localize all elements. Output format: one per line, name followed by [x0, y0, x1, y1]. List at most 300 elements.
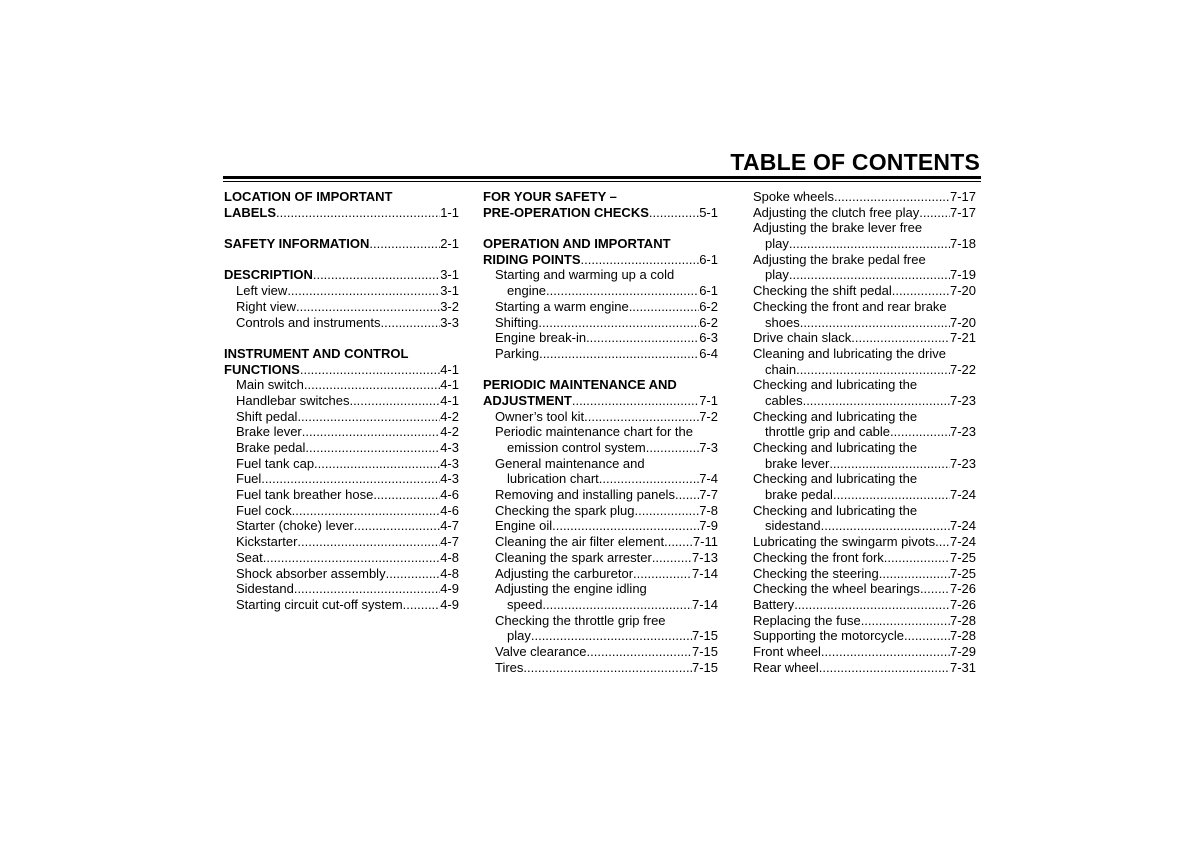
- dot-leader: [794, 597, 950, 613]
- toc-entry-title: Checking and lubricating the: [753, 471, 918, 487]
- page-title: TABLE OF CONTENTS: [730, 149, 980, 175]
- toc-page-number: 4-1: [440, 361, 459, 377]
- section-gap: [224, 252, 459, 268]
- toc-entry[interactable]: [753, 534, 976, 550]
- toc-entry-title: emission control system: [507, 440, 646, 455]
- toc-entry-title: Starting and warming up a cold: [495, 267, 675, 283]
- toc-page-number: 7-1: [699, 392, 718, 408]
- toc-page-number: 4-1: [440, 377, 459, 393]
- toc-page-number: 7-28: [949, 628, 976, 644]
- toc-entry[interactable]: [483, 330, 718, 346]
- toc-entry[interactable]: [753, 362, 976, 378]
- dot-leader: [581, 252, 700, 268]
- toc-section-heading[interactable]: [224, 236, 459, 252]
- dot-leader: [890, 424, 950, 440]
- toc-entry-title: Adjusting the engine idling: [495, 581, 647, 597]
- toc-entry-title: Fuel tank breather hose: [236, 487, 374, 503]
- toc-entry[interactable]: [483, 534, 718, 550]
- dot-leader: [539, 346, 699, 362]
- toc-page-number: 2-1: [440, 236, 459, 252]
- toc-entry-title: Replacing the fuse: [753, 612, 861, 628]
- toc-entry[interactable]: [753, 660, 976, 676]
- toc-entry-title: Fuel cock: [236, 502, 292, 518]
- toc-entry[interactable]: [483, 518, 718, 534]
- dot-leader: [851, 330, 950, 346]
- dot-leader: [646, 440, 699, 456]
- toc-page-number: 3-2: [440, 298, 459, 314]
- toc-section-heading[interactable]: [483, 393, 718, 409]
- toc-entry[interactable]: [753, 581, 976, 597]
- dot-leader: [634, 503, 699, 519]
- dot-leader: [373, 487, 440, 503]
- toc-entry-title: Shifting: [495, 314, 539, 330]
- dot-leader: [821, 518, 950, 534]
- toc-entry[interactable]: [224, 581, 459, 597]
- toc-entry[interactable]: [753, 487, 976, 503]
- dot-leader: [879, 566, 950, 582]
- toc-page-number: 7-15: [691, 628, 718, 644]
- toc-entry[interactable]: [483, 346, 718, 362]
- toc-entry-title: Right view: [236, 298, 296, 314]
- toc-entry[interactable]: [483, 487, 718, 503]
- toc-entry-title: Shock absorber assembly: [236, 565, 386, 581]
- toc-entry-title: Rear wheel: [753, 659, 819, 675]
- toc-column-1: [224, 189, 459, 613]
- toc-entry-title: Cleaning the spark arrester: [495, 549, 652, 565]
- toc-entry-title: Cleaning the air filter element: [495, 534, 665, 550]
- dot-leader: [800, 315, 950, 331]
- toc-page-number: 3-3: [440, 314, 459, 330]
- toc-page-number: 7-26: [949, 596, 976, 612]
- toc-entry-title: Handlebar switches: [236, 392, 350, 408]
- dot-leader: [314, 456, 440, 472]
- dot-leader: [572, 393, 699, 409]
- toc-entry-title: Checking and lubricating the: [753, 377, 918, 393]
- toc-page-number: 7-23: [949, 392, 976, 408]
- toc-entry: [753, 377, 976, 393]
- toc-entry-title: Adjusting the brake pedal free: [753, 251, 926, 267]
- toc-entry: [483, 613, 718, 629]
- toc-page-number: 7-15: [691, 659, 718, 675]
- toc-entry-title: Controls and instruments: [236, 314, 381, 330]
- dot-leader: [664, 534, 693, 550]
- dot-leader: [629, 299, 700, 315]
- dot-leader: [297, 409, 440, 425]
- toc-entry-title: FOR YOUR SAFETY –: [483, 189, 617, 204]
- toc-entry-title: Drive chain slack: [753, 330, 852, 346]
- dot-leader: [796, 362, 950, 378]
- toc-page-number: 4-2: [440, 424, 459, 440]
- toc-page-number: 7-14: [691, 565, 718, 581]
- toc-entry: [753, 346, 976, 362]
- toc-page-number: 6-1: [699, 251, 718, 267]
- dot-leader: [304, 377, 440, 393]
- title-rule-thick: [223, 176, 981, 179]
- toc-entry[interactable]: [753, 315, 976, 331]
- toc-entry-title: Checking the steering: [753, 565, 879, 581]
- toc-page-number: 4-3: [440, 440, 459, 455]
- toc-entry[interactable]: [483, 597, 718, 613]
- toc-entry-title: throttle grip and cable: [765, 424, 891, 440]
- toc-entry[interactable]: [753, 518, 976, 534]
- toc-entry[interactable]: [753, 550, 976, 566]
- dot-leader: [381, 315, 441, 331]
- toc-entry-title: Starter (choke) lever: [236, 518, 354, 534]
- toc-entry-title: Fuel: [236, 471, 262, 487]
- toc-entry[interactable]: [224, 299, 459, 315]
- dot-leader: [884, 550, 950, 566]
- toc-entry-title: SAFETY INFORMATION: [224, 236, 370, 252]
- toc-page-number: 7-19: [949, 267, 976, 283]
- toc-entry[interactable]: [753, 644, 976, 660]
- toc-entry-title: Checking the wheel bearings: [753, 581, 920, 597]
- toc-entry[interactable]: [224, 597, 459, 613]
- toc-entry-title: Shift pedal: [236, 408, 298, 424]
- toc-entry-title: Seat: [236, 549, 263, 565]
- toc-entry[interactable]: [224, 424, 459, 440]
- toc-entry[interactable]: [224, 471, 459, 487]
- toc-entry[interactable]: [224, 487, 459, 503]
- dot-leader: [523, 660, 692, 676]
- toc-entry[interactable]: [753, 236, 976, 252]
- toc-page-number: 6-2: [699, 298, 718, 314]
- dot-leader: [294, 581, 440, 597]
- toc-entry-title: ADJUSTMENT: [483, 392, 572, 408]
- toc-entry: [483, 267, 718, 283]
- toc-entry-title: speed: [507, 596, 543, 612]
- toc-entry[interactable]: [224, 566, 459, 582]
- dot-leader: [919, 205, 950, 221]
- toc-entry[interactable]: [753, 628, 976, 644]
- section-gap: [224, 330, 459, 346]
- toc-page-number: 4-7: [440, 518, 459, 534]
- toc-section-heading[interactable]: [224, 205, 459, 221]
- toc-entry[interactable]: [753, 189, 976, 205]
- dot-leader: [904, 628, 950, 644]
- toc-entry-title: Brake pedal: [236, 440, 306, 455]
- toc-page-number: 4-2: [440, 408, 459, 424]
- dot-leader: [935, 534, 950, 550]
- toc-entry-title: Battery: [753, 596, 795, 612]
- toc-entry[interactable]: [224, 550, 459, 566]
- toc-entry-title: play: [765, 267, 789, 283]
- dot-leader: [829, 456, 950, 472]
- toc-entry[interactable]: [224, 315, 459, 331]
- toc-entry-title: sidestand: [765, 518, 821, 534]
- toc-entry-title: Engine break-in: [495, 330, 587, 346]
- dot-leader: [833, 487, 950, 503]
- toc-entry[interactable]: [483, 440, 718, 456]
- dot-leader: [287, 283, 440, 299]
- toc-entry-title: Brake lever: [236, 424, 302, 440]
- toc-entry-title: Checking the front fork: [753, 549, 884, 565]
- toc-page-number: 4-9: [440, 596, 459, 612]
- toc-section-heading[interactable]: [483, 205, 718, 221]
- toc-entry-title: Cleaning and lubricating the drive: [753, 345, 946, 361]
- dot-leader: [821, 644, 950, 660]
- dot-leader: [552, 518, 699, 534]
- toc-entry-title: Main switch: [236, 377, 304, 393]
- toc-entry-title: Owner’s tool kit: [495, 408, 585, 424]
- dot-leader: [652, 550, 692, 566]
- toc-entry-title: Parking: [495, 345, 540, 361]
- toc-page-number: 7-31: [949, 659, 976, 675]
- toc-entry[interactable]: [483, 550, 718, 566]
- toc-entry-title: brake pedal: [765, 487, 833, 503]
- toc-page-number: 7-21: [949, 330, 976, 346]
- dot-leader: [297, 534, 440, 550]
- toc-page-number: 7-24: [949, 487, 976, 503]
- toc-page-number: 7-28: [949, 612, 976, 628]
- toc-entry-title: Checking the spark plug: [495, 502, 635, 518]
- toc-entry: [753, 440, 976, 456]
- toc-page-number: 4-6: [440, 502, 459, 518]
- toc-entry[interactable]: [483, 660, 718, 676]
- toc-page-number: 7-29: [949, 643, 976, 659]
- toc-page-number: 7-11: [692, 534, 718, 550]
- toc-entry-title: Supporting the motorcycle: [753, 628, 905, 644]
- section-gap: [483, 220, 718, 236]
- toc-entry-title: engine: [507, 283, 547, 299]
- dot-leader: [920, 581, 950, 597]
- toc-entry-title: General maintenance and: [495, 455, 645, 471]
- toc-entry-title: Lubricating the swingarm pivots: [753, 534, 936, 550]
- toc-page-number: 7-22: [949, 361, 976, 377]
- dot-leader: [789, 236, 950, 252]
- toc-entry-title: Checking and lubricating the: [753, 408, 918, 424]
- toc-entry-title: Adjusting the carburetor: [495, 565, 634, 581]
- toc-entry-title: Sidestand: [236, 581, 294, 597]
- dot-leader: [584, 409, 699, 425]
- toc-entry[interactable]: [753, 566, 976, 582]
- dot-leader: [296, 299, 440, 315]
- dot-leader: [649, 205, 699, 221]
- toc-page-number: 7-18: [949, 236, 976, 252]
- toc-page-number: 7-17: [949, 204, 976, 220]
- toc-page-number: 7-2: [699, 408, 718, 424]
- toc-page-number: 6-1: [699, 283, 718, 299]
- toc-entry-title: Starting circuit cut-off system: [236, 596, 403, 612]
- dot-leader: [633, 566, 692, 582]
- toc-entry[interactable]: [753, 456, 976, 472]
- toc-entry-title: Front wheel: [753, 643, 821, 659]
- toc-page-number: 7-17: [949, 189, 976, 204]
- toc-entry: [483, 456, 718, 472]
- dot-leader: [276, 205, 440, 221]
- toc-entry-title: Starting a warm engine: [495, 298, 629, 314]
- dot-leader: [538, 315, 699, 331]
- dot-leader: [586, 330, 699, 346]
- toc-entry-title: Spoke wheels: [753, 189, 834, 204]
- toc-page-number: 5-1: [699, 204, 718, 220]
- dot-leader: [834, 189, 950, 205]
- toc-entry[interactable]: [483, 315, 718, 331]
- toc-entry[interactable]: [753, 393, 976, 409]
- toc-page-number: 4-3: [440, 471, 459, 487]
- toc-entry-title: Kickstarter: [236, 534, 298, 550]
- toc-entry: [483, 581, 718, 597]
- toc-entry[interactable]: [224, 377, 459, 393]
- dot-leader: [305, 440, 440, 456]
- dot-leader: [386, 566, 441, 582]
- toc-entry[interactable]: [224, 456, 459, 472]
- dot-leader: [789, 267, 950, 283]
- toc-page-number: 6-3: [699, 330, 718, 346]
- toc-entry-title: PRE-OPERATION CHECKS: [483, 204, 649, 220]
- toc-entry[interactable]: [224, 503, 459, 519]
- toc-section-heading[interactable]: [483, 252, 718, 268]
- dot-leader: [861, 613, 950, 629]
- toc-entry[interactable]: [224, 518, 459, 534]
- toc-entry-title: Left view: [236, 283, 288, 299]
- toc-page-number: 4-8: [440, 565, 459, 581]
- toc-section-heading: [224, 189, 459, 205]
- toc-entry[interactable]: [483, 283, 718, 299]
- toc-page-number: 4-3: [440, 455, 459, 471]
- toc-page-number: 6-4: [699, 345, 718, 361]
- toc-page-number: 7-25: [949, 565, 976, 581]
- dot-leader: [354, 518, 440, 534]
- dot-leader: [313, 267, 440, 283]
- toc-entry-title: FUNCTIONS: [224, 361, 300, 377]
- toc-entry[interactable]: [224, 534, 459, 550]
- dot-leader: [819, 660, 950, 676]
- toc-page-number: 4-8: [440, 549, 459, 565]
- toc-entry[interactable]: [483, 409, 718, 425]
- toc-entry-title: Valve clearance: [495, 643, 587, 659]
- toc-page-number: 4-1: [440, 392, 459, 408]
- toc-entry-title: INSTRUMENT AND CONTROL: [224, 345, 409, 361]
- toc-page-number: 7-25: [949, 549, 976, 565]
- toc-entry-title: Adjusting the clutch free play: [753, 204, 920, 220]
- toc-entry: [483, 424, 718, 440]
- toc-entry[interactable]: [224, 440, 459, 456]
- toc-page-number: 7-7: [699, 487, 718, 503]
- toc-entry: [753, 471, 976, 487]
- toc-entry[interactable]: [753, 613, 976, 629]
- toc-entry-title: shoes: [765, 314, 800, 330]
- toc-entry[interactable]: [753, 205, 976, 221]
- dot-leader: [292, 503, 441, 519]
- toc-page-number: 7-13: [691, 549, 718, 565]
- dot-leader: [263, 550, 440, 566]
- dot-leader: [302, 424, 440, 440]
- toc-page-number: 7-20: [949, 283, 976, 299]
- toc-entry-title: cables: [765, 392, 803, 408]
- dot-leader: [369, 236, 440, 252]
- toc-entry[interactable]: [483, 471, 718, 487]
- toc-page-number: 3-1: [440, 267, 459, 283]
- toc-entry-title: Checking and lubricating the: [753, 502, 918, 518]
- toc-entry[interactable]: [483, 628, 718, 644]
- toc-entry[interactable]: [224, 409, 459, 425]
- section-gap: [483, 362, 718, 378]
- dot-leader: [542, 597, 692, 613]
- dot-leader: [599, 471, 699, 487]
- toc-column-2: [483, 189, 718, 675]
- toc-entry-title: PERIODIC MAINTENANCE AND: [483, 377, 677, 393]
- toc-entry: [753, 220, 976, 236]
- dot-leader: [546, 283, 699, 299]
- toc-entry-title: brake lever: [765, 455, 830, 471]
- toc-entry[interactable]: [224, 283, 459, 299]
- toc-page-number: 7-24: [949, 534, 976, 550]
- toc-entry[interactable]: [753, 283, 976, 299]
- dot-leader: [403, 597, 441, 613]
- toc-entry-title: Tires: [495, 659, 524, 675]
- dot-leader: [349, 393, 440, 409]
- toc-entry: [753, 503, 976, 519]
- toc-entry[interactable]: [753, 267, 976, 283]
- toc-entry-title: RIDING POINTS: [483, 251, 581, 267]
- toc-page-number: 4-6: [440, 487, 459, 503]
- toc-entry: [753, 252, 976, 268]
- dot-leader: [892, 283, 950, 299]
- toc-entry-title: Checking the front and rear brake: [753, 298, 947, 314]
- toc-page-number: 7-23: [949, 424, 976, 440]
- toc-entry-title: LABELS: [224, 204, 276, 220]
- toc-page-number: 7-4: [699, 471, 718, 487]
- toc-entry-title: LOCATION OF IMPORTANT: [224, 189, 393, 204]
- toc-entry-title: DESCRIPTION: [224, 267, 313, 283]
- toc-entry-title: Fuel tank cap: [236, 455, 315, 471]
- toc-entry[interactable]: [753, 330, 976, 346]
- toc-section-heading[interactable]: [224, 267, 459, 283]
- toc-entry-title: Checking and lubricating the: [753, 440, 918, 455]
- toc-entry: [753, 409, 976, 425]
- toc-page-number: 7-9: [699, 518, 718, 534]
- toc-page-number: 7-24: [949, 518, 976, 534]
- dot-leader: [300, 362, 440, 378]
- toc-section-heading[interactable]: [224, 362, 459, 378]
- toc-section-heading: [224, 346, 459, 362]
- toc-entry-title: play: [765, 236, 789, 252]
- toc-entry[interactable]: [224, 393, 459, 409]
- title-rule-thin: [223, 181, 981, 182]
- toc-page-number: 7-8: [699, 502, 718, 518]
- toc-entry: [753, 299, 976, 315]
- toc-entry[interactable]: [753, 424, 976, 440]
- toc-page-number: 7-26: [949, 581, 976, 597]
- toc-entry-title: OPERATION AND IMPORTANT: [483, 236, 671, 252]
- toc-page-number: 1-1: [440, 204, 459, 220]
- toc-page-number: 7-20: [949, 314, 976, 330]
- toc-entry[interactable]: [483, 644, 718, 660]
- toc-section-heading: [483, 189, 718, 205]
- toc-entry-title: Periodic maintenance chart for the: [495, 424, 693, 440]
- dot-leader: [803, 393, 950, 409]
- dot-leader: [675, 487, 699, 503]
- toc-entry[interactable]: [483, 299, 718, 315]
- toc-entry[interactable]: [483, 503, 718, 519]
- toc-page-number: 4-9: [440, 581, 459, 597]
- toc-page-number: 7-23: [949, 455, 976, 471]
- dot-leader: [587, 644, 692, 660]
- section-gap: [224, 220, 459, 236]
- toc-page-number: 7-15: [691, 643, 718, 659]
- toc-page-number: 4-7: [440, 534, 459, 550]
- toc-column-3: [753, 189, 976, 675]
- toc-entry-title: Checking the shift pedal: [753, 283, 892, 299]
- toc-entry[interactable]: [483, 566, 718, 582]
- toc-entry[interactable]: [753, 597, 976, 613]
- toc-section-heading: [483, 377, 718, 393]
- dot-leader: [261, 471, 440, 487]
- toc-section-heading: [483, 236, 718, 252]
- toc-page-number: 7-3: [699, 440, 718, 455]
- toc-entry-title: lubrication chart: [507, 471, 599, 487]
- toc-entry-title: Adjusting the brake lever free: [753, 220, 923, 236]
